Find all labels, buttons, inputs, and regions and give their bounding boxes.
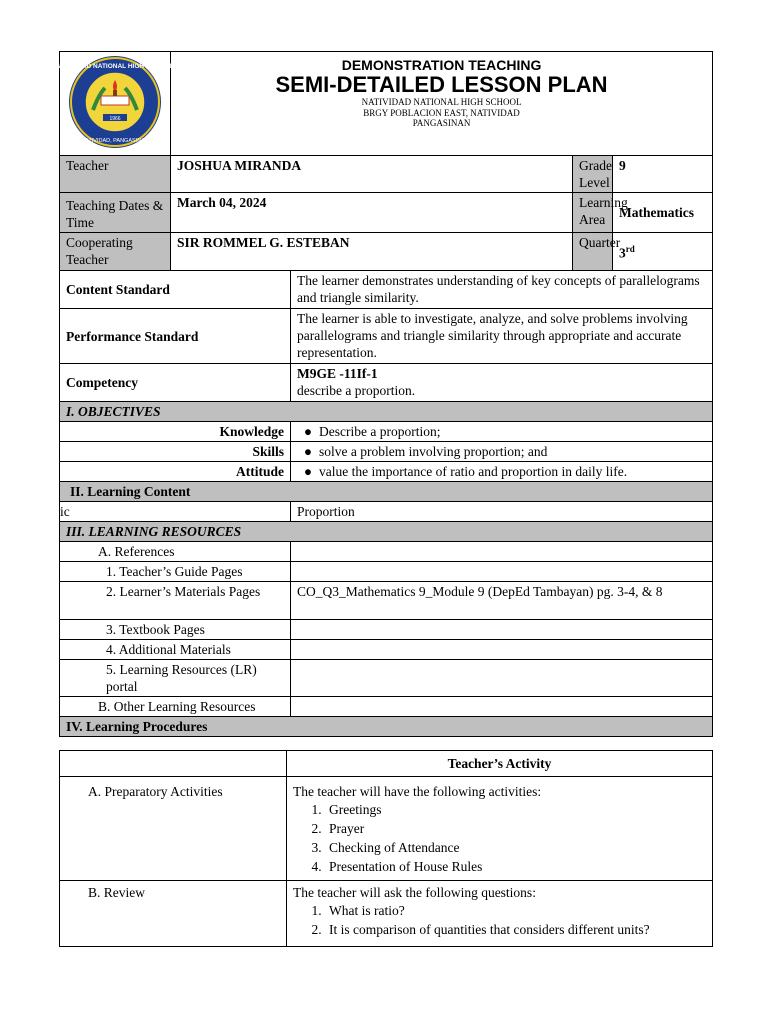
additional-materials-label: 4. Additional Materials — [60, 640, 291, 660]
teacher-value: JOSHUA MIRANDA — [171, 156, 573, 193]
lesson-plan-table — [56, 51, 713, 737]
header-school: NATIVIDAD NATIONAL HIGH SCHOOL — [361, 97, 522, 107]
competency-label: Competency — [60, 364, 291, 402]
teachers-activity-header: Teacher’s Activity — [287, 751, 713, 777]
preparatory-list — [293, 800, 706, 876]
list-item: 2. It is comparison of quantities that considers different units? — [325, 920, 706, 939]
dates-value: March 04, 2024 — [171, 193, 573, 233]
review-intro: The teacher will ask the following questions: — [293, 885, 536, 900]
grade-value: 9 — [613, 156, 713, 193]
list-item: 3. Checking of Attendance — [325, 838, 706, 857]
teachers-guide-label: 1. Teacher’s Guide Pages — [60, 562, 291, 582]
resources-heading: III. LEARNING RESOURCES — [60, 522, 713, 542]
references-label: A. References — [60, 542, 291, 562]
coop-label: Cooperating Teacher — [60, 233, 171, 271]
school-logo — [56, 54, 174, 150]
other-resources-label: B. Other Learning Resources — [60, 697, 291, 717]
learners-materials-value: CO_Q3_Mathematics 9_Module 9 (DepEd Tambayan) pg. 3-4, & 8 — [291, 582, 713, 620]
lr-portal-label: 5. Learning Resources (LR) portal — [60, 660, 291, 697]
school-logo-cell — [56, 52, 174, 156]
content-standard-value: The learner demonstrates understanding of key concepts of parallelograms and triangle similarity. — [291, 271, 713, 309]
preparatory-cell — [287, 777, 713, 881]
bullet-icon: ● — [303, 424, 313, 439]
learners-materials-label: 2. Learner’s Materials Pages — [60, 582, 291, 620]
logo-year-text: 1966 — [109, 115, 121, 122]
review-cell — [287, 881, 713, 947]
teachers-guide-value — [291, 562, 713, 582]
knowledge-label: Knowledge — [60, 422, 291, 442]
skills-value: solve a problem involving proportion; and — [319, 444, 548, 459]
references-value — [291, 542, 713, 562]
teacher-label: Teacher — [60, 156, 171, 193]
dates-label: Teaching Dates & Time — [60, 193, 171, 233]
competency-code: M9GE -11If-1 — [297, 366, 378, 381]
attitude-value: value the importance of ratio and proportion in daily life. — [319, 464, 628, 479]
knowledge-value: Describe a proportion; — [319, 424, 441, 439]
procedures-heading: IV. Learning Procedures — [60, 717, 713, 737]
bullet-icon: ● — [303, 464, 313, 479]
header-title-1: DEMONSTRATION TEACHING — [341, 57, 542, 73]
competency-cell — [291, 364, 713, 402]
list-item: 1. What is ratio? — [325, 901, 706, 920]
content-standard-label: Content Standard — [60, 271, 291, 309]
area-value: Mathematics — [613, 193, 713, 233]
quarter-sup: rd — [625, 244, 635, 255]
grade-label: Grade Level — [573, 156, 613, 193]
header-address-2: PANGASINAN — [412, 118, 471, 128]
skills-label: Skills — [60, 442, 291, 462]
knowledge-cell — [291, 422, 713, 442]
attitude-label: Attitude — [60, 462, 291, 482]
header-title-2: SEMI-DETAILED LESSON PLAN — [275, 72, 608, 97]
quarter-label: Quarter — [573, 233, 613, 271]
header-title-cell — [171, 52, 713, 156]
logo-top-text: NATIVIDAD NATIONAL HIGH SCHOOL — [56, 62, 174, 70]
skills-cell — [291, 442, 713, 462]
list-item: 1. Greetings — [325, 800, 706, 819]
topic-value: Proportion — [291, 502, 713, 522]
list-item: 2. Prayer — [325, 819, 706, 838]
textbook-label: 3. Textbook Pages — [60, 620, 291, 640]
review-list — [293, 901, 706, 939]
procedures-blank-header — [60, 751, 287, 777]
topic-label: ic — [60, 502, 291, 522]
list-item: 4. Presentation of House Rules — [325, 857, 706, 876]
preparatory-intro: The teacher will have the following activities: — [293, 784, 542, 799]
other-resources-value — [291, 697, 713, 717]
logo-bottom-text: NATIVIDAD, PANGASINAN — [81, 137, 149, 144]
area-label: Learning Area — [573, 193, 613, 233]
objectives-heading: I. OBJECTIVES — [60, 402, 713, 422]
learning-content-heading: II. Learning Content — [60, 482, 713, 502]
preparatory-label: A. Preparatory Activities — [60, 777, 287, 881]
quarter-value-cell — [613, 233, 713, 271]
competency-value: describe a proportion. — [297, 383, 416, 398]
coop-value: SIR ROMMEL G. ESTEBAN — [171, 233, 573, 271]
lr-portal-value — [291, 660, 713, 697]
review-label: B. Review — [60, 881, 287, 947]
textbook-value — [291, 620, 713, 640]
bullet-icon: ● — [303, 444, 313, 459]
procedures-table — [59, 750, 713, 947]
header-address-1: BRGY POBLACION EAST, NATIVIDAD — [363, 107, 520, 118]
performance-standard-value: The learner is able to investigate, analyze, and solve problems involving parallelograms and triangle similarity through appropriate and accurate representation. — [291, 309, 713, 364]
attitude-cell — [291, 462, 713, 482]
additional-materials-value — [291, 640, 713, 660]
quarter-value: 3 — [619, 245, 626, 261]
performance-standard-label: Performance Standard — [60, 309, 291, 364]
